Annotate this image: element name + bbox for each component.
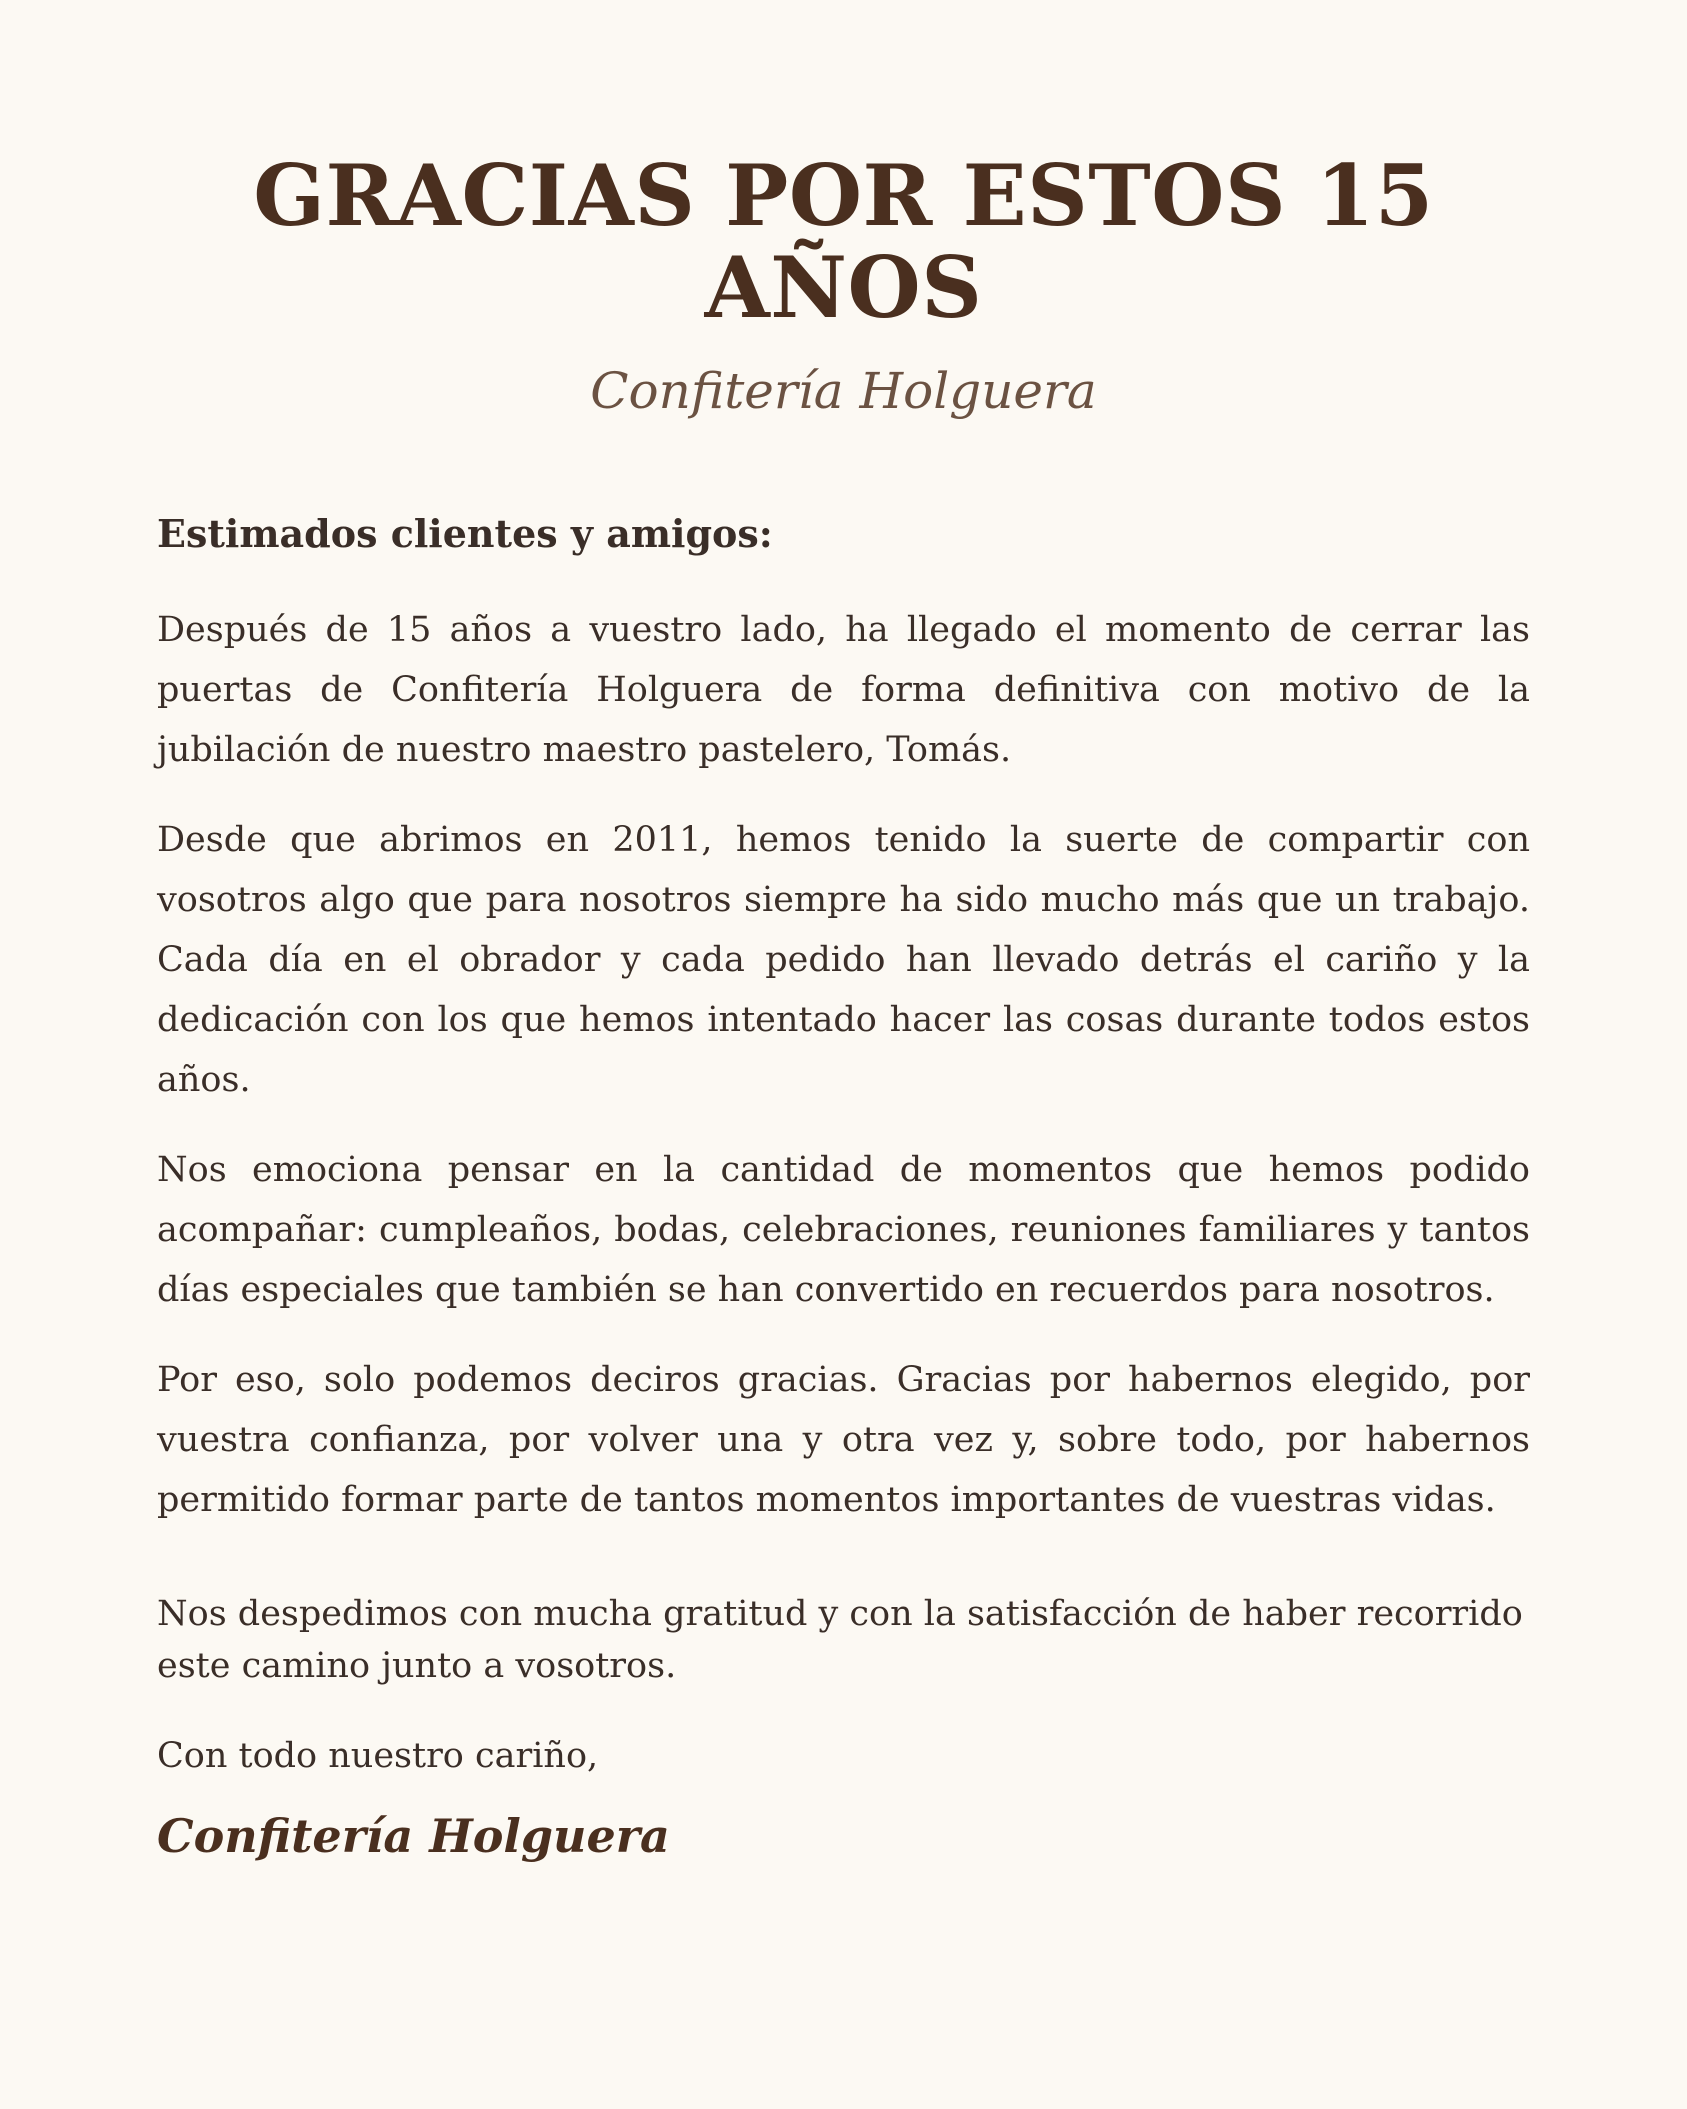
page-title: GRACIAS POR ESTOS 15 AÑOS — [253, 146, 1434, 338]
letter-paragraph: Desde que abrimos en 2011, hemos tenido la suerte de compartir con vosotros algo que para nosotros siempre ha sido mucho más que un trabajo. Cada día en el obrador y cada pedido han llevado detrás el cariño y la dedicación con los que hemos intentado hacer las cosas durante todos estos años. — [157, 820, 1530, 1101]
letter-signoff: Con todo nuestro cariño, — [157, 1736, 599, 1777]
letter-paragraph: Nos emociona pensar en la cantidad de momentos que hemos podido acompañar: cumpleaños, bodas, celebraciones, reuniones familiares y tantos días especiales que también se han convertido en recuerdos para nosotros. — [157, 1150, 1530, 1311]
letter-closing-paragraph: Nos despedimos con mucha gratitud y con la satisfacción de haber recorrido este camino junto a vosotros. — [157, 1594, 1523, 1687]
letter-paragraph: Por eso, solo podemos deciros gracias. Gracias por habernos elegido, por vuestra confianza, por volver una y otra vez y, sobre todo, por habernos permitido formar parte de tantos momentos importantes de vuestras vidas. — [157, 1360, 1530, 1521]
page-subtitle: Confitería Holguera — [590, 361, 1097, 420]
letter-paragraph: Después de 15 años a vuestro lado, ha llegado el momento de cerrar las puertas de Confitería Holguera de forma definitiva con motivo de la jubilación de nuestro maestro pastelero, Tomás. — [157, 610, 1530, 771]
letter-salutation: Estimados clientes y amigos: — [157, 510, 773, 556]
letter-page — [157, 146, 1530, 1864]
letter-signature: Confitería Holguera — [157, 1809, 670, 1864]
